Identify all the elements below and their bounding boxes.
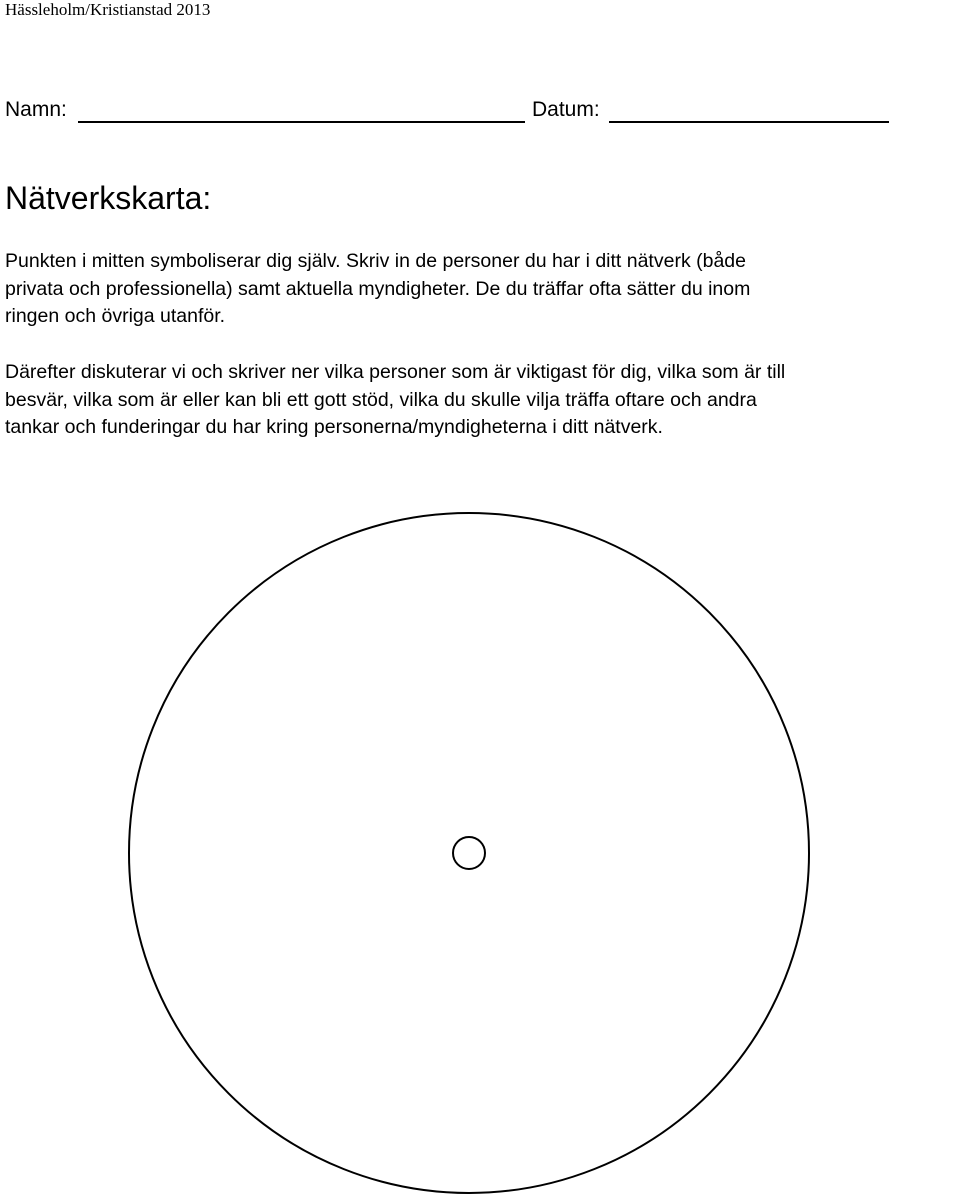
paragraph-2-line-3: tankar och funderingar du har kring personerna/myndigheterna i ditt nätverk. (5, 416, 663, 438)
document-header: Hässleholm/Kristianstad 2013 (5, 0, 211, 19)
paragraph-1-line-2: privata och professionella) samt aktuella myndigheter. De du träffar ofta sätter du inom (5, 277, 751, 300)
paragraph-2-line-2: besvär, vilka som är eller kan bli ett gott stöd, vilka du skulle vilja träffa oftare och andra (5, 388, 757, 411)
date-field[interactable] (609, 121, 889, 123)
center-point-self (453, 837, 485, 869)
form-row (5, 96, 905, 124)
paragraph-1-line-1: Punkten i mitten symboliserar dig själv. Skriv in de personer du har i ditt nätverk (både (5, 250, 746, 272)
page-title: Nätverkskarta: (5, 180, 212, 216)
name-field[interactable] (78, 121, 525, 123)
name-label: Namn: (5, 98, 67, 121)
network-ring (129, 513, 809, 1193)
paragraph-2-line-1: Därefter diskuterar vi och skriver ner vilka personer som är viktigast för dig, vilka som är till (5, 361, 786, 383)
paragraph-1-line-3: ringen och övriga utanför. (5, 305, 226, 327)
instruction-paragraph-1 (5, 248, 750, 331)
instruction-paragraph-2 (5, 359, 785, 442)
date-label: Datum: (532, 98, 600, 121)
